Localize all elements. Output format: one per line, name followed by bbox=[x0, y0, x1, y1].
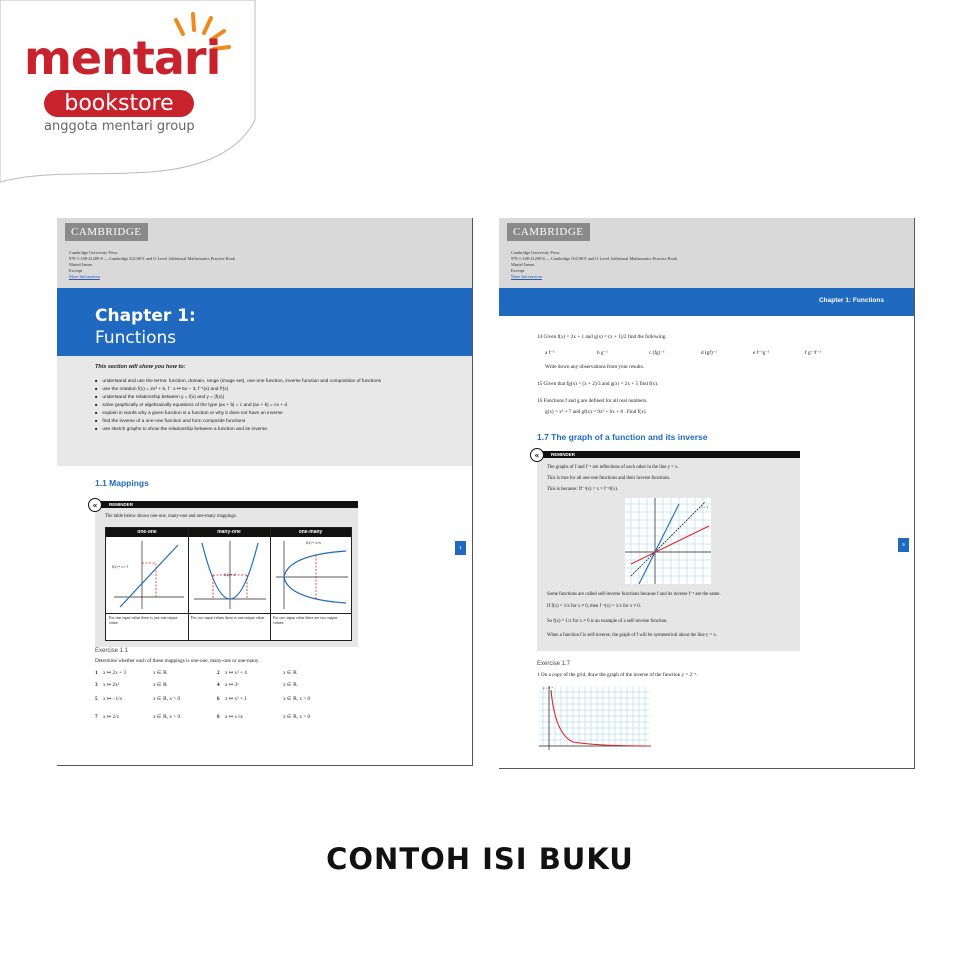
reminder-text: Some functions are called self-inverse functions because f and its inverse f⁻¹ are the same. bbox=[547, 592, 721, 597]
one-one-graph bbox=[114, 541, 184, 609]
objective-item: ■ solve graphically or algebraically equations of the type |ax + b| = c and |ax + b| = cx + d bbox=[95, 401, 445, 409]
exercise-number: 1 bbox=[95, 670, 98, 676]
table-header: many-one bbox=[217, 529, 241, 535]
exercise-title: Exercise 1.7 bbox=[537, 661, 571, 667]
graph-label: y = 2⁻ˣ bbox=[543, 686, 554, 690]
chapter-title: Functions bbox=[95, 328, 177, 348]
question-16-detail: g(x) = x² + 7 and gf(x) = 9x² + 6x + 8 . Find f(x). bbox=[545, 409, 647, 415]
page-number-tab: 1 bbox=[455, 541, 466, 555]
exercise-number: 8 bbox=[217, 714, 220, 720]
right-book-page bbox=[499, 218, 915, 769]
exercise-domain: x ∈ ℝ bbox=[153, 670, 167, 676]
section-heading: 1.1 Mappings bbox=[95, 478, 149, 488]
meta-line: Cambridge University Press bbox=[69, 250, 118, 255]
exercise-domain: x ∈ ℝ bbox=[283, 682, 297, 688]
graph-label: f(x) = x² bbox=[224, 573, 237, 577]
one-many-graph bbox=[276, 541, 348, 609]
chapter-banner bbox=[57, 288, 472, 356]
exercise-domain: x ∈ ℝ bbox=[153, 682, 167, 688]
reminder-text: This is true for all one-one functions and their inverse functions. bbox=[547, 476, 671, 481]
objective-item: ■ understand the relationship between y = f(x) and y = |f(x)| bbox=[95, 393, 445, 401]
brand-logo-wordmark: mentari bbox=[24, 31, 221, 85]
meta-line: Excerpt bbox=[69, 268, 83, 273]
running-head: Chapter 1: Functions bbox=[818, 297, 884, 304]
exercise-mapping: x ↦ 2x + 3 bbox=[103, 670, 126, 676]
graph-label: y = x bbox=[701, 505, 709, 509]
exercise-mapping: x ↦ −1/x bbox=[103, 696, 123, 702]
meta-line: Excerpt bbox=[511, 268, 525, 273]
exercise-mapping: x ↦ 2x² bbox=[103, 682, 120, 688]
more-information-link[interactable]: More Information bbox=[511, 274, 542, 279]
page-header bbox=[57, 218, 472, 288]
exercise-number: 5 bbox=[95, 696, 98, 702]
exercise-number: 2 bbox=[217, 670, 220, 676]
reminder-text: When a function f is self-inverse, the graph of f will be symmetrical about the line y = x. bbox=[547, 633, 718, 638]
reminder-label: REMINDER bbox=[109, 502, 134, 507]
publisher-logo: CAMBRIDGE bbox=[507, 223, 590, 241]
book-meta bbox=[511, 250, 677, 280]
exercise-number: 4 bbox=[217, 682, 220, 688]
table-caption: For two input value there are two output values. bbox=[273, 615, 338, 625]
section-heading: 1.7 The graph of a function and its inverse bbox=[537, 432, 708, 442]
reminder-text: This is because: ff⁻¹(x) = x = f⁻¹f(x). bbox=[547, 487, 619, 492]
exercise-domain: x ∈ ℝ bbox=[283, 670, 297, 676]
exercise-domain: x ∈ ℝ, x > 0 bbox=[283, 696, 311, 702]
table-divider bbox=[106, 613, 351, 614]
question-part: a f⁻¹ bbox=[545, 350, 555, 356]
mappings-table bbox=[105, 527, 352, 641]
sample-content-caption: CONTOH ISI BUKU bbox=[326, 842, 634, 876]
table-header: one-many bbox=[298, 529, 323, 535]
question-14: 14 Given f(x) = 2x + 1 and g(x) = (x + 1)/2 find the following. bbox=[537, 334, 667, 340]
reminder-box bbox=[95, 501, 358, 647]
reminder-text: The graphs of f and f⁻¹ are reflections of each other in the line y = x. bbox=[547, 465, 679, 470]
reminder-label: REMINDER bbox=[551, 452, 576, 457]
objective-item: ■ use sketch graphs to show the relationship between a function and its inverse. bbox=[95, 425, 445, 433]
exercise-mapping: x ↦ ±√x bbox=[225, 714, 243, 720]
exercise-mapping: x ↦ 2/x bbox=[103, 714, 120, 720]
question-part: f g⁻¹f⁻¹ bbox=[805, 350, 821, 356]
section-objectives bbox=[57, 356, 472, 466]
chapter-number: Chapter 1: bbox=[95, 306, 196, 326]
table-caption: For two input values there is one output value. bbox=[191, 615, 266, 620]
exercise-mapping: x ↦ x² + 1 bbox=[225, 696, 247, 702]
exercise-domain: x ∈ ℝ, x > 0 bbox=[153, 714, 181, 720]
exercise-mapping: x ↦ x² + 4 bbox=[225, 670, 247, 676]
reminder-box bbox=[537, 451, 800, 651]
objective-item: ■ use the notation f(x) = 2x³ + 5, f : x ↦ 5x − 3, f⁻¹(x) and f²(x) bbox=[95, 385, 445, 393]
objective-item: ■ explain in words why a given function is a function or why it does not have an inverse bbox=[95, 409, 445, 417]
question-part: c (fg)⁻¹ bbox=[649, 350, 665, 356]
left-book-page bbox=[57, 218, 473, 766]
meta-line: Muriel James bbox=[511, 262, 535, 267]
objectives-list bbox=[95, 377, 445, 433]
question-note: Write down any observations from your results. bbox=[545, 364, 645, 370]
question-part: b g⁻¹ bbox=[597, 350, 608, 356]
question-15: 15 Given that fg(x) = (x + 2)/3 and g(x) = 2x + 5 find f(x). bbox=[537, 381, 659, 387]
meta-line: Cambridge University Press bbox=[511, 250, 560, 255]
exercise-number: 7 bbox=[95, 714, 98, 720]
exercise-graph bbox=[539, 686, 659, 758]
more-information-link[interactable]: More Information bbox=[69, 274, 100, 279]
reminder-text: The table below shows one-one, many-one and one-many mappings. bbox=[105, 514, 237, 519]
page-header bbox=[499, 218, 914, 288]
exercise-question: 1 On a copy of the grid, draw the graph of the inverse of the function y = 2⁻ˣ. bbox=[537, 672, 698, 678]
meta-line: Muriel James bbox=[69, 262, 93, 267]
exercise-title: Exercise 1.1 bbox=[95, 648, 129, 654]
objective-item: ■ understand and use the terms: function, domain, range (image set), one-one function, inverse function and composition of functions bbox=[95, 377, 445, 385]
objectives-heading: This section will show you how to: bbox=[95, 364, 186, 370]
exercise-intro: Determine whether each of these mappings is one-one, many-one or one-many. bbox=[95, 658, 260, 664]
table-header: one-one bbox=[137, 529, 157, 535]
meta-line: 978-1-108-41289-8 — Cambridge IGCSE® and O Level Additional Mathematics Practice Book bbox=[511, 256, 678, 261]
reminder-bar bbox=[95, 501, 358, 508]
question-part: e f⁻¹g⁻¹ bbox=[753, 350, 770, 356]
publisher-logo: CAMBRIDGE bbox=[65, 223, 148, 241]
meta-line: 978-1-108-41289-8 — Cambridge IGCSE® and O Level Additional Mathematics Practice Book bbox=[69, 256, 236, 261]
brand-tagline: anggota mentari group bbox=[44, 119, 195, 134]
running-head-bar bbox=[499, 288, 914, 316]
inverse-graph bbox=[625, 498, 711, 584]
objective-item: ■ find the inverse of a one-one function and form composite functions bbox=[95, 417, 445, 425]
book-meta bbox=[69, 250, 235, 280]
exercise-domain: x ∈ ℝ, x > 0 bbox=[283, 714, 311, 720]
reminder-icon: « bbox=[530, 448, 544, 462]
exercise-number: 3 bbox=[95, 682, 98, 688]
brand-store-badge: bookstore bbox=[44, 90, 194, 117]
graph-label: f(x) = x + 1 bbox=[112, 565, 129, 569]
exercise-domain: x ∈ ℝ, x > 0 bbox=[153, 696, 181, 702]
reminder-bar bbox=[537, 451, 800, 458]
exercise-mapping: x ↦ 3ˣ bbox=[225, 682, 239, 688]
exercise-number: 6 bbox=[217, 696, 220, 702]
page-number-tab: 9 bbox=[898, 538, 909, 552]
question-part: d (gf)⁻¹ bbox=[701, 350, 717, 356]
question-16: 16 Functions f and g are defined for all real numbers. bbox=[537, 398, 648, 404]
reminder-text: If f(x) = 1/x for x ≠ 0, then f⁻¹(x) = 1/x for x ≠ 0. bbox=[547, 604, 641, 609]
graph-label: f(x) = ±√x bbox=[306, 541, 321, 545]
table-header-row bbox=[106, 528, 351, 537]
reminder-text: So f(x) = 1/x for x ≠ 0 is an example of a self-inverse function. bbox=[547, 619, 668, 624]
table-caption: For one input value there is just one output value. bbox=[109, 615, 178, 625]
reminder-icon: « bbox=[88, 498, 102, 512]
